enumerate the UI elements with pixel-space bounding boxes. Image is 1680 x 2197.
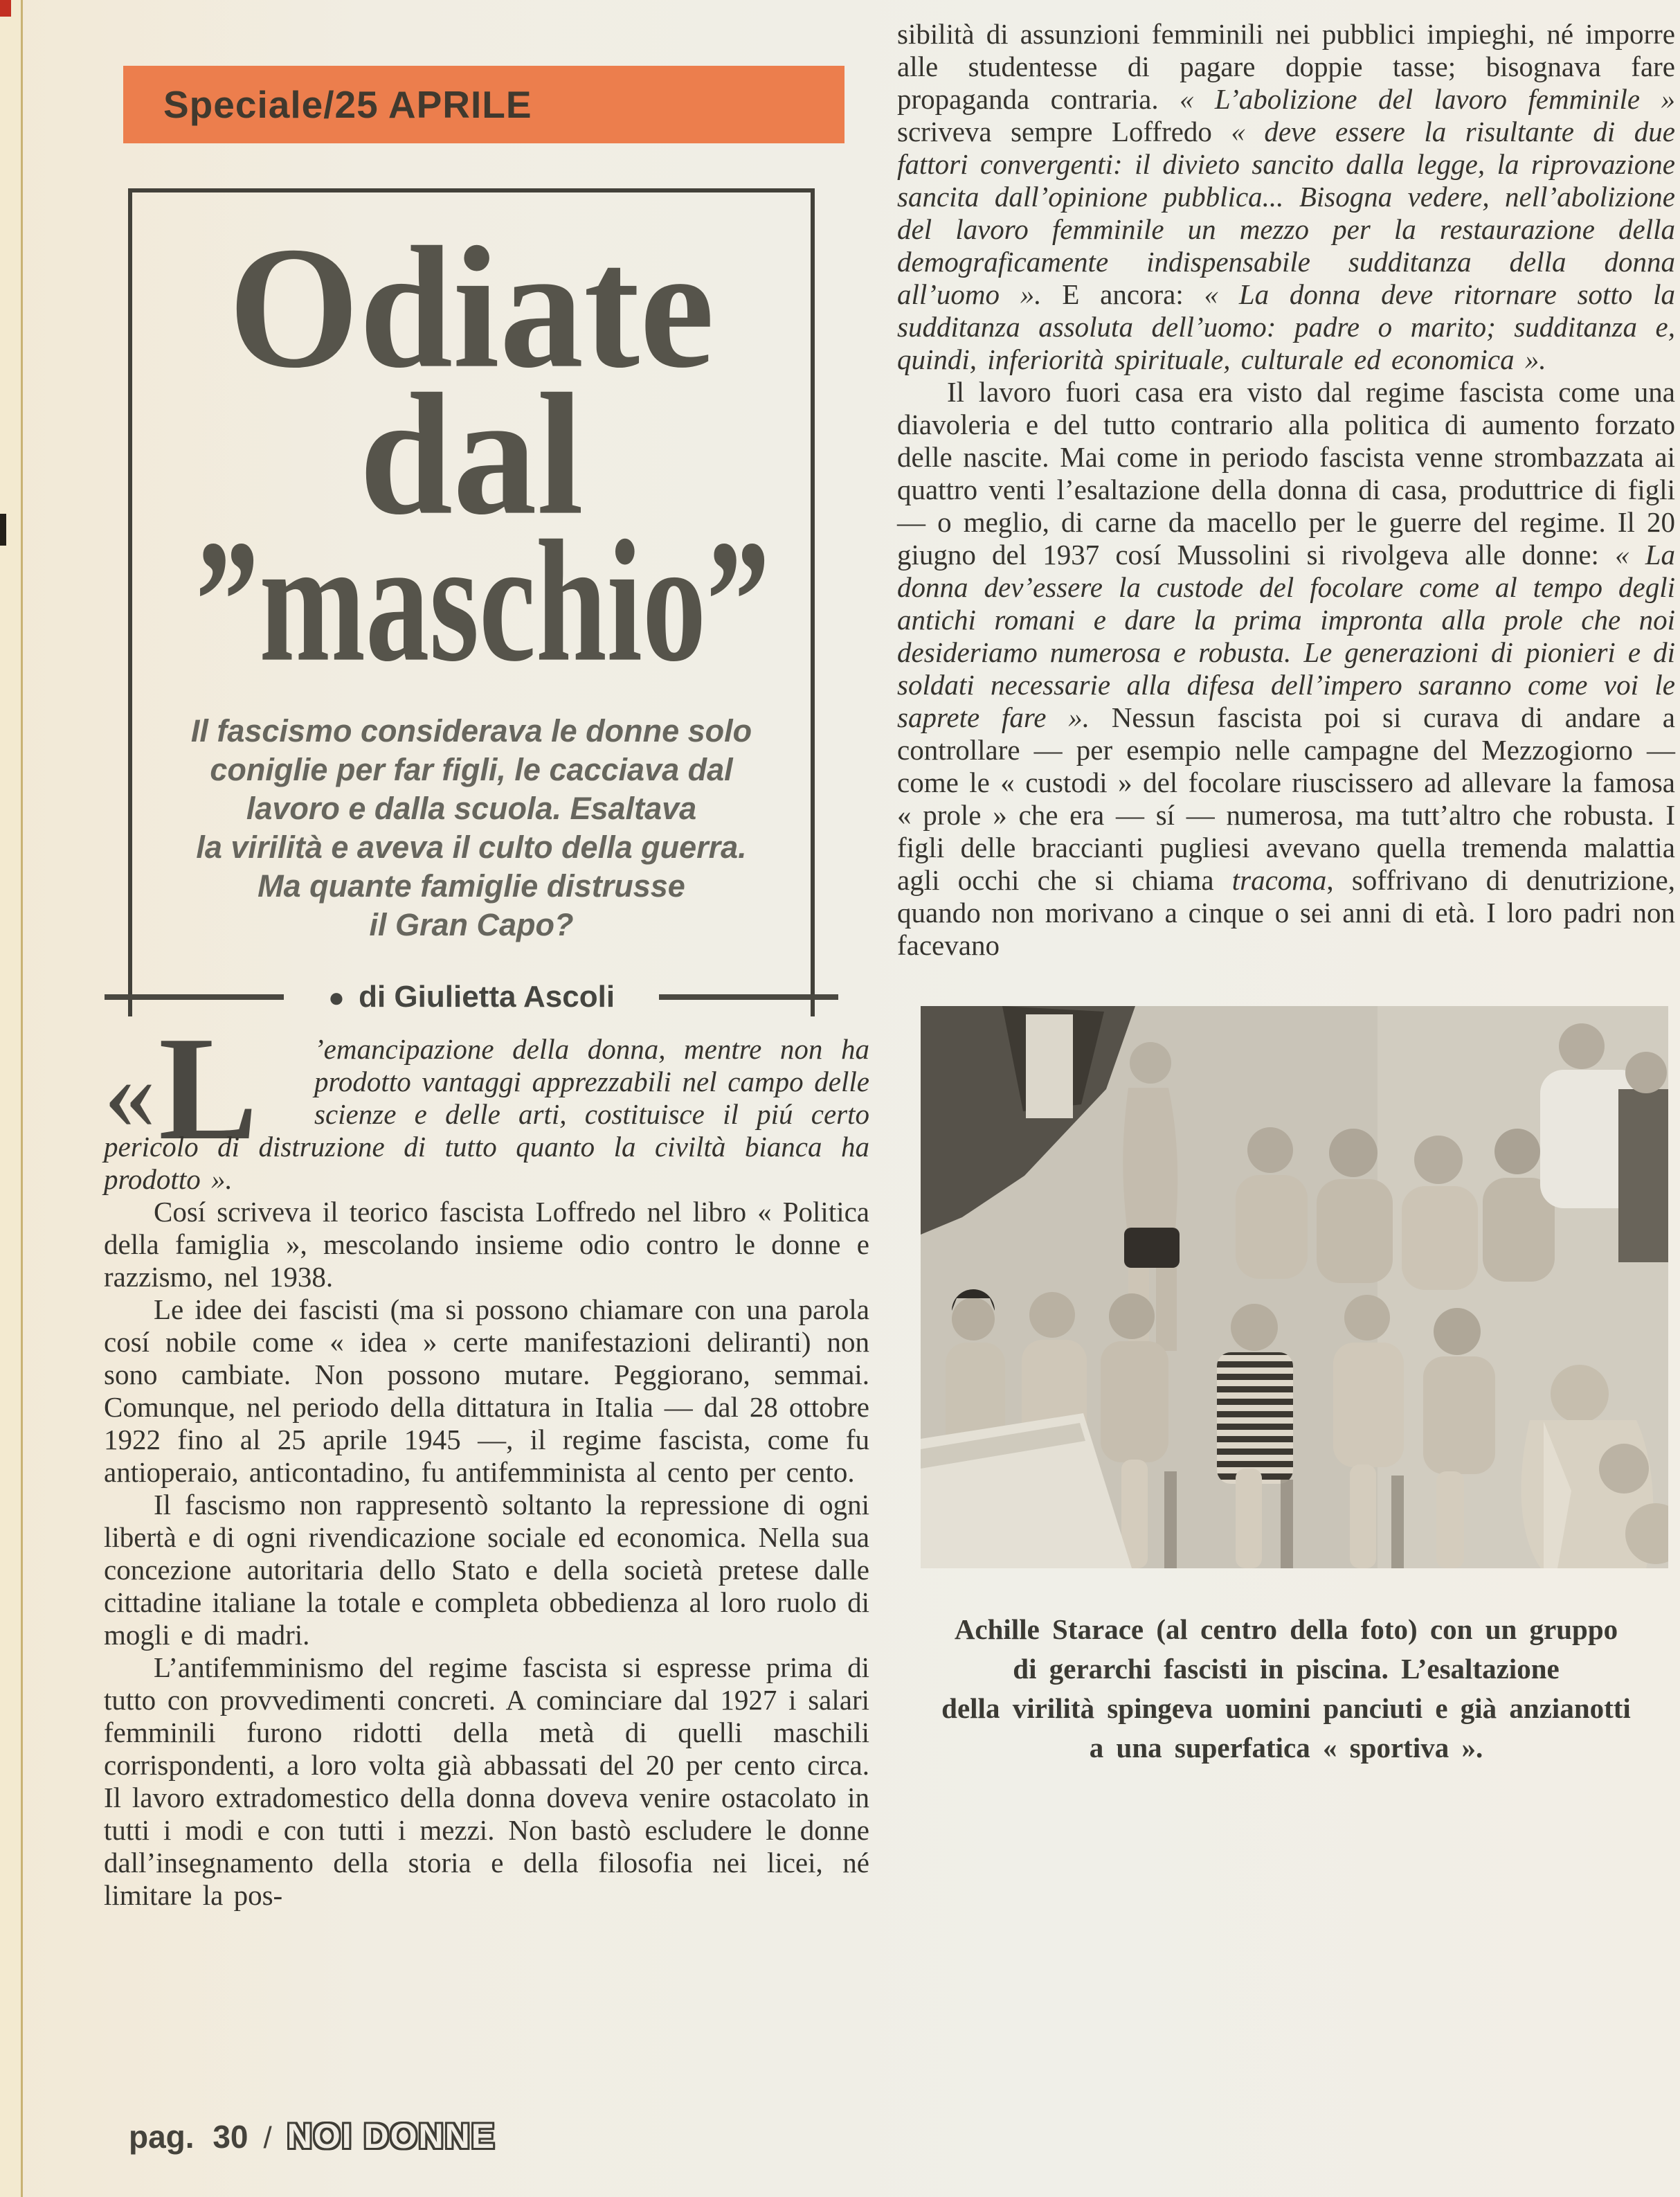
byline-rule-right xyxy=(659,994,838,1000)
page-footer xyxy=(129,2116,496,2156)
headline-line-3: ”maschio” xyxy=(195,503,770,698)
standfirst-line: lavoro e dalla scuola. Esaltava xyxy=(246,791,697,826)
headline-box xyxy=(128,188,815,1016)
bullet-icon: ● xyxy=(327,983,345,1013)
scan-corner-mark xyxy=(0,0,11,17)
section-banner xyxy=(123,66,844,143)
quote-text: ’emancipazione della donna, mentre non ha prodotto vantaggi apprezzabili nel campo delle scienze e delle arti, costituisce il piú certo pericolo di distruzione di tutto quanto la civiltà bianca ha prodotto ». xyxy=(104,1033,869,1195)
paragraph: Il lavoro fuori casa era visto dal regime fascista come una diavoleria e del tutto contrario alla politica di aumento forzato delle nascite. Mai come in periodo fascista venne strombazzata ai quattro venti l’esaltazione della donna di casa, produttrice di figli — o meglio, di carne da macello per le guerre del regime. Il 20 giugno del 1937 cosí Mussolini si rivolgeva alle donne: « La donna dev’essere la custode del focolare come al tempo degli antichi romani e dare la prima impronta alla prole che noi desideriamo numerosa e robusta. Le generazioni di pionieri e di soldati necessarie alla difesa dell’impero saranno come voi le saprete fare ». Nessun fascista poi si curava di andare a controllare — per esempio nelle campagne del Mezzogiorno — come le « custodi » del focolare riuscissero ad allevare la famosa « prole » che era — sí — numerosa, ma tutt’altro che robusta. I figli delle braccianti pugliesi avevano quella tremenda malattia agli occhi che si chiama tracoma, soffrivano di denutrizione, quando non morivano a cinque o sei anni di età. I loro padri non facevano xyxy=(897,376,1675,961)
caption-line: di gerarchi fascisti in piscina. L’esaltazione xyxy=(1013,1653,1560,1685)
paragraph: Il fascismo non rappresentò soltanto la repressione di ogni libertà e di ogni rivendicazione sociale ed economica. Nella sua concezione autoritaria dello Stato e della società pretese dalle cittadine italiane la totale e completa obbedienza al loro ruolo di mogli e di madri. xyxy=(104,1489,869,1651)
paragraph: sibilità di assunzioni femminili nei pubblici impieghi, né imporre alle studentesse di pagare doppie tasse; bisognava fare propaganda contraria. « L’abolizione del lavoro femminile » scriveva sempre Loffredo « deve essere la risultante di due fattori convergenti: il divieto sancito dalla legge, la riprovazione sancita dall’opinione pubblica... Bisogna vedere, nell’abolizione del lavoro femminile un mezzo per la restaurazione della demograficamente indispensabile sudditanza della donna all’uomo ». E ancora: « La donna deve ritornare sotto la sudditanza assoluta dell’uomo: padre o marito; sudditanza e, quindi, inferiorità spirituale, culturale ed economica ». xyxy=(897,18,1675,375)
headline-line-1: Odiate xyxy=(228,210,714,404)
section-banner-label: Speciale/25 APRILE xyxy=(163,83,532,126)
pool-photo xyxy=(921,1006,1668,1568)
standfirst-line: Ma quante famiglie distrusse xyxy=(258,868,685,904)
paragraph-opening xyxy=(104,1005,869,1196)
photo-caption xyxy=(897,1610,1675,1768)
byline-author: di Giulietta Ascoli xyxy=(359,980,615,1014)
byline xyxy=(328,980,615,1014)
scan-registration-tick xyxy=(0,514,6,546)
caption-line: Achille Starace (al centro della foto) con un gruppo xyxy=(954,1613,1618,1645)
standfirst-line: coniglie per far figli, le cacciava dal xyxy=(210,752,733,787)
standfirst xyxy=(132,712,811,944)
byline-rule-left xyxy=(105,994,284,1000)
footer-separator: / xyxy=(263,2121,272,2155)
page-number: pag. 30 xyxy=(129,2119,249,2155)
standfirst-line: Il fascismo considerava le donne solo xyxy=(190,713,752,748)
standfirst-line: il Gran Capo? xyxy=(369,907,574,942)
paragraph: L’antifemminismo del regime fascista si espresse prima di tutto con provvedimenti concreti. A cominciare dal 1927 i salari femminili furono ridotti della metà di quelli maschili corrispondenti, a loro volta già abbassati del 20 per cento circa. Il lavoro extradomestico della donna doveva venire ostacolato in tutti i modi e con tutti i mezzi. Non bastò escludere le donne dall’insegnamento della storia e della filosofia nei licei, né limitare la pos- xyxy=(104,1651,869,1911)
standfirst-line: la virilità e aveva il culto della guerra. xyxy=(196,830,747,865)
drop-cap xyxy=(104,1005,309,1171)
open-guillemet: « xyxy=(104,1036,156,1151)
caption-line: della virilità spingeva uomini panciuti e già anzianotti xyxy=(941,1692,1631,1724)
pool-photo-illustration xyxy=(921,1006,1668,1568)
magazine-logo: NOI DONNE xyxy=(287,2117,496,2155)
article-column-left xyxy=(104,1005,869,1912)
page-edge-strip xyxy=(0,0,23,2197)
article-column-right xyxy=(897,18,1675,1768)
caption-line: a una superfatica « sportiva ». xyxy=(1089,1732,1483,1764)
paragraph: Le idee dei fascisti (ma si possono chiamare con una parola cosí nobile come « idea » certe manifestazioni deliranti) non sono cambiate. Non possono mutare. Peggiorano, semmai. Comunque, nel periodo della dittatura in Italia — dal 28 ottobre 1922 fino al 25 aprile 1945 —, il regime fascista, come fu antioperaio, anticontadino, fu antifemminista al cento per cento. xyxy=(104,1293,869,1488)
drop-cap-letter: L xyxy=(159,1005,258,1171)
paragraph: Cosí scriveva il teorico fascista Loffredo nel libro « Politica della famiglia », mescolando insieme odio contro le donne e razzismo, nel 1938. xyxy=(104,1196,869,1293)
headline-line-2: dal xyxy=(359,357,584,551)
